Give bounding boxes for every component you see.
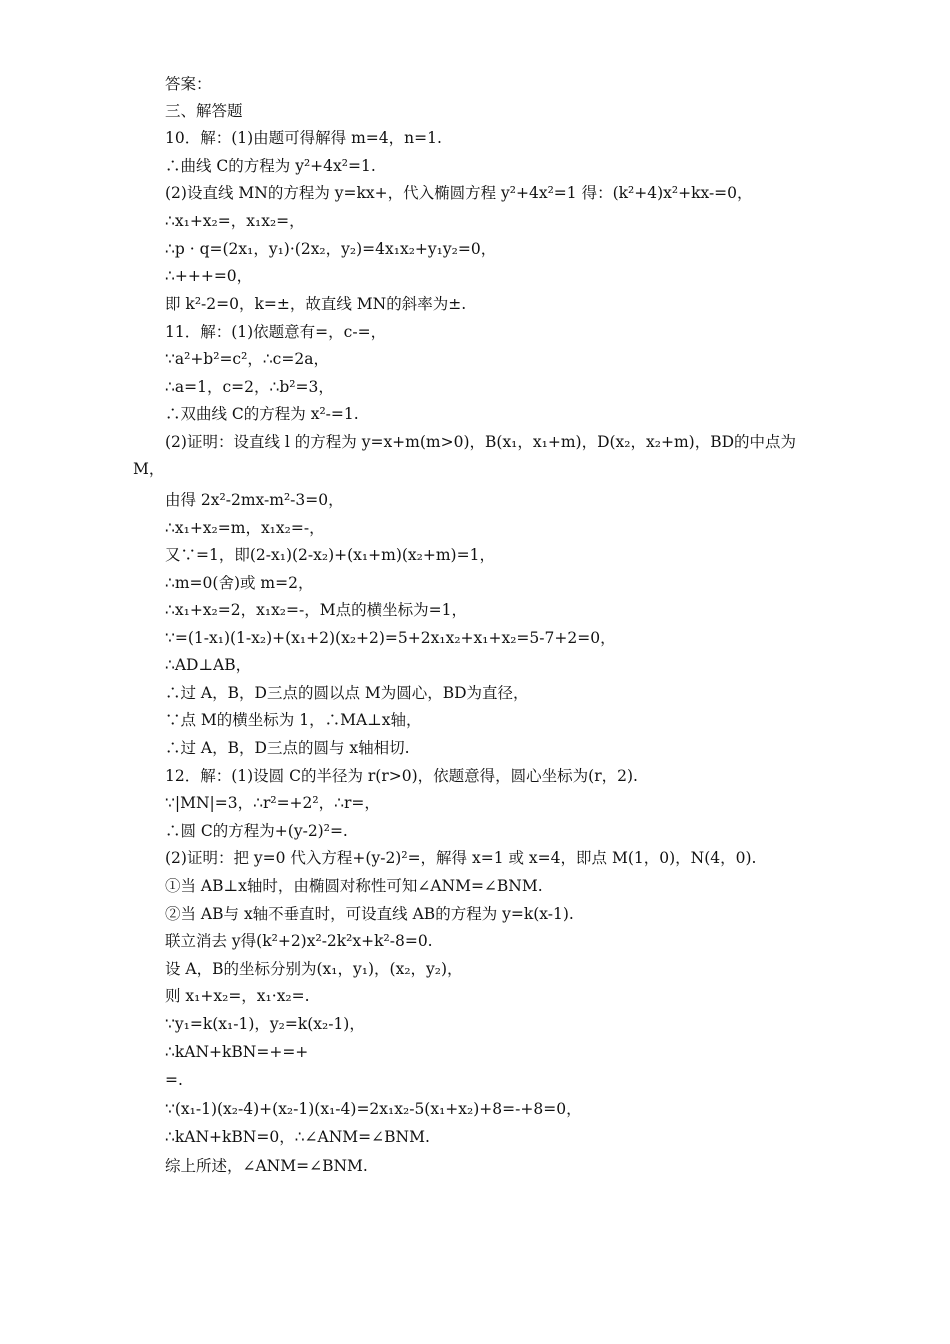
q10-line: 10．解：(1)由题可得解得 m=4，n=1. — [165, 129, 442, 147]
q11-line: 由得 2x²-2mx-m²-3=0， — [165, 491, 344, 509]
q11-line: ∴a=1，c=2，∴b²=3， — [165, 378, 334, 396]
q12-line: 联立消去 y得(k²+2)x²-2k²x+k²-8=0. — [165, 932, 433, 950]
q12-line: (2)证明：把 y=0 代入方程+(y-2)²=，解得 x=1 或 x=4，即点 M(1，0)，N(4，0). — [165, 849, 757, 867]
q11-line: ∴m=0(舍)或 m=2， — [165, 574, 314, 592]
q12-line: ∵y₁=k(x₁-1)，y₂=k(x₂-1)， — [165, 1015, 365, 1033]
conclusion-line: 综上所述，∠ANM=∠BNM. — [165, 1157, 368, 1175]
q12-line: ∵|MN|=3，∴r²=+2²，∴r=， — [165, 794, 380, 812]
q12-line: 则 x₁+x₂=，x₁·x₂=. — [165, 987, 310, 1005]
q10-line: 即 k²-2=0，k=±，故直线 MN的斜率为±. — [165, 295, 467, 313]
q12-line: 12．解：(1)设圆 C的半径为 r(r>0)，依题意得，圆心坐标为(r，2). — [165, 767, 638, 785]
q11-line: 11．解：(1)依题意有=，c-=， — [165, 323, 387, 341]
q11-line: ∴AD⊥AB， — [165, 656, 252, 674]
q11-line: ∵=(1-x₁)(1-x₂)+(x₁+2)(x₂+2)=5+2x₁x₂+x₁+x₂=5-7+2=0， — [165, 629, 616, 647]
q12-line: ①当 AB⊥x轴时，由椭圆对称性可知∠ANM=∠BNM. — [165, 877, 543, 895]
q11-line: ∴双曲线 C的方程为 x²-=1. — [165, 405, 359, 423]
q11-line: M， — [133, 460, 165, 478]
q11-line: (2)证明：设直线 l 的方程为 y=x+m(m>0)，B(x₁，x₁+m)，D(x₂，x₂+m)，BD的中点为 — [165, 433, 797, 451]
q12-line: ∵(x₁-1)(x₂-4)+(x₂-1)(x₁-4)=2x₁x₂-5(x₁+x₂)+8=-+8=0， — [165, 1100, 582, 1118]
q10-line: (2)设直线 MN的方程为 y=kx+，代入椭圆方程 y²+4x²=1 得：(k²+4)x²+kx-=0， — [165, 184, 753, 202]
answer-heading: 答案： — [165, 75, 212, 93]
q12-line: =. — [165, 1071, 183, 1089]
q10-line: ∴p · q=(2x₁，y₁)·(2x₂，y₂)=4x₁x₂+y₁y₂=0， — [165, 240, 497, 258]
q12-line: ∴kAN+kBN=0，∴∠ANM=∠BNM. — [165, 1128, 430, 1146]
q11-line: ∴过 A，B，D三点的圆以点 M为圆心，BD为直径， — [165, 684, 529, 702]
q11-line: ∵a²+b²=c²，∴c=2a， — [165, 350, 329, 368]
q12-line: 设 A，B的坐标分别为(x₁，y₁)，(x₂，y₂)， — [165, 960, 463, 978]
q10-line: ∴曲线 C的方程为 y²+4x²=1. — [165, 157, 376, 175]
q10-line: ∴+++=0， — [165, 267, 253, 285]
q11-line: ∴过 A，B，D三点的圆与 x轴相切. — [165, 739, 410, 757]
q12-line: ∴圆 C的方程为+(y-2)²=. — [165, 822, 348, 840]
q10-line: ∴x₁+x₂=，x₁x₂=， — [165, 212, 305, 230]
section-heading: 三、解答题 — [165, 102, 243, 120]
q11-line: ∴x₁+x₂=m，x₁x₂=-， — [165, 519, 325, 537]
q11-line: ∴x₁+x₂=2，x₁x₂=-，M点的横坐标为=1， — [165, 601, 467, 619]
q11-line: 又∵=1，即(2-x₁)(2-x₂)+(x₁+m)(x₂+m)=1， — [165, 546, 495, 564]
q11-line: ∵点 M的横坐标为 1，∴MA⊥x轴， — [165, 711, 422, 729]
q12-line: ②当 AB与 x轴不垂直时，可设直线 AB的方程为 y=k(x-1). — [165, 905, 574, 923]
q12-line: ∴kAN+kBN=+=+ — [165, 1043, 309, 1061]
